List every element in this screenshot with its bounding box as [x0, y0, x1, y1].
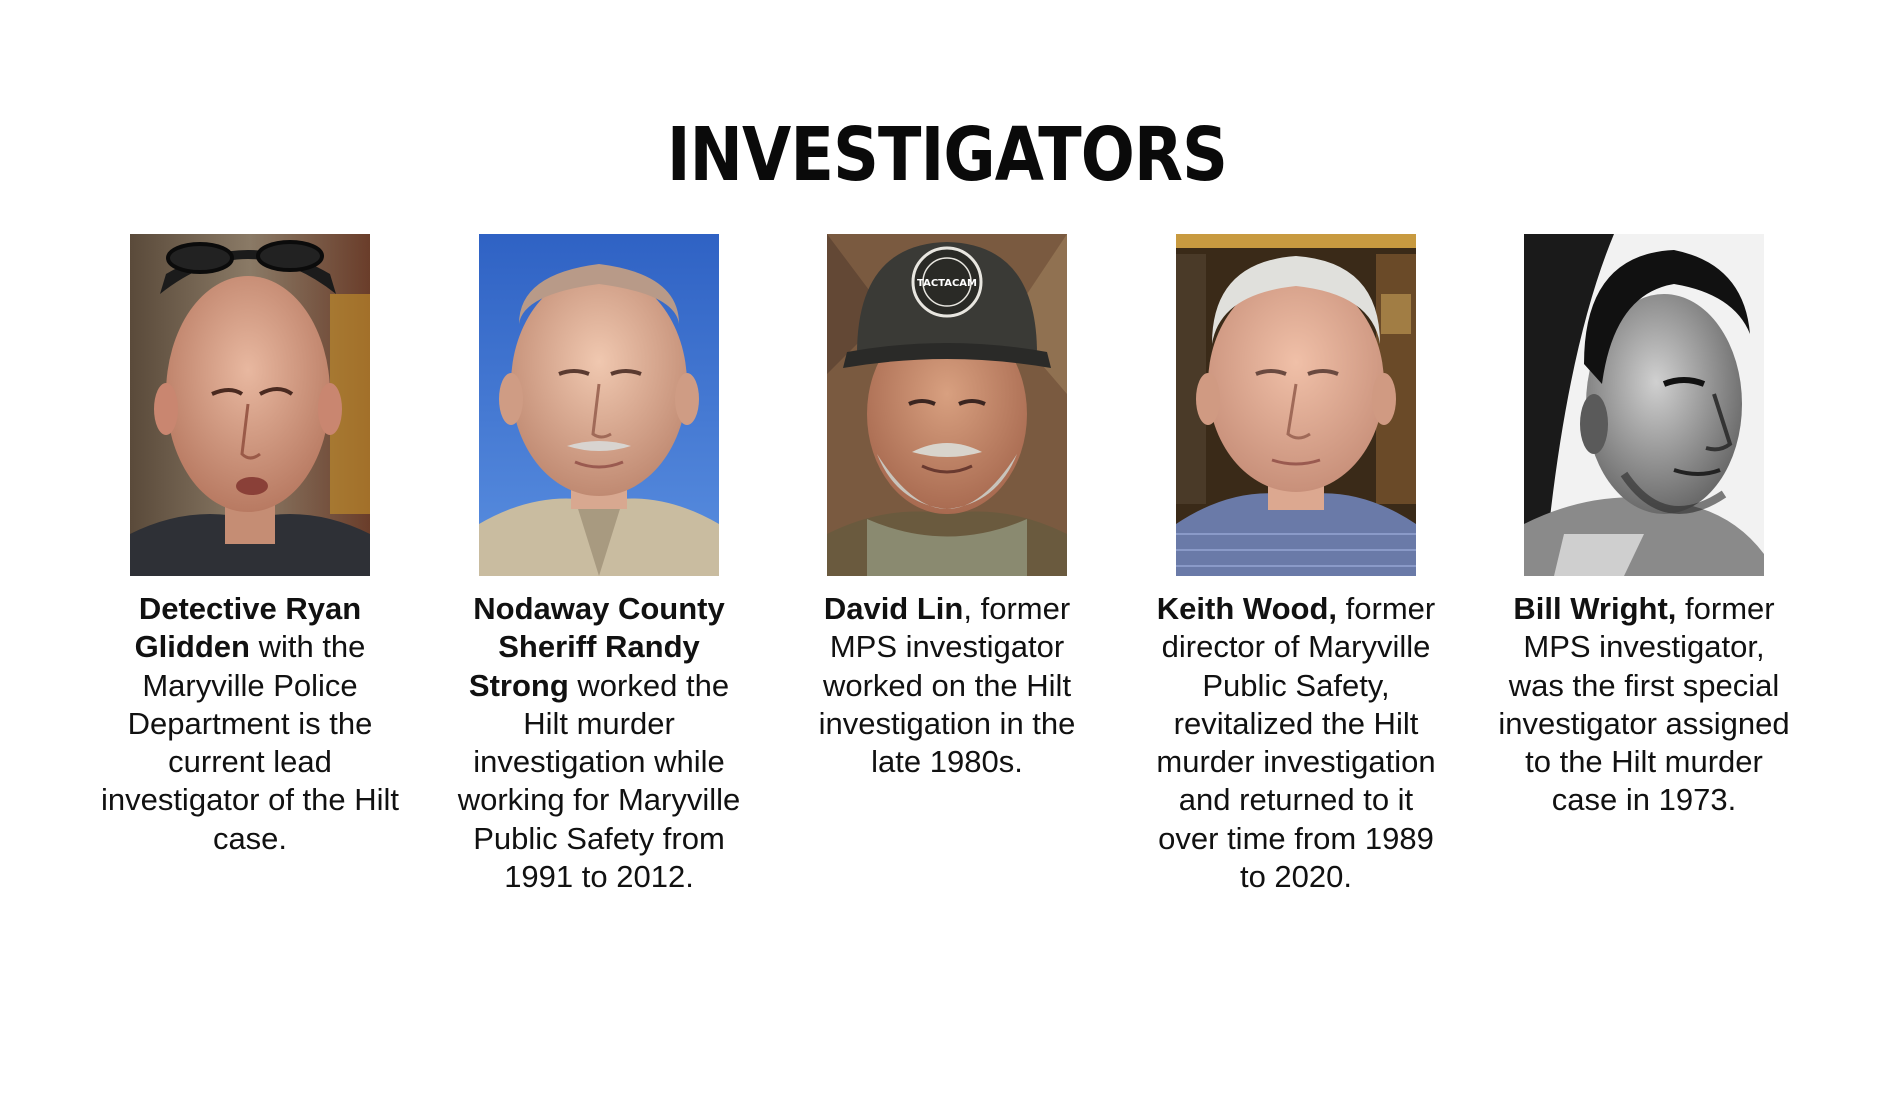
- investigator-caption: [1146, 590, 1446, 896]
- investigator-name: David Lin: [823, 591, 964, 626]
- investigator-name-suffix: ,: [963, 591, 972, 626]
- investigator-card-glidden: [100, 234, 400, 858]
- investigator-card-wood: [1146, 234, 1446, 896]
- investigator-name: Nodaway County Sheriff Randy Strong: [468, 591, 725, 703]
- portrait-photo-lin: [827, 234, 1067, 576]
- investigator-card-lin: [797, 234, 1097, 781]
- cap-logo-text: TACTACAM: [917, 278, 977, 289]
- portrait-photo-wood: [1176, 234, 1416, 576]
- portrait-photo-wright: [1524, 234, 1764, 576]
- investigator-card-wright: [1494, 234, 1794, 820]
- investigator-name: Detective Ryan Glidden: [134, 591, 362, 665]
- investigator-name: Keith Wood,: [1156, 591, 1338, 626]
- investigator-description: former MPS investigator worked on the Hilt investigation in the late 1980s.: [818, 591, 1076, 780]
- page-title: INVESTIGATORS: [666, 112, 1228, 198]
- investigator-description: worked the Hilt murder investigation while working for Maryville Public Safety from 1991 to 2012.: [457, 667, 741, 895]
- investigator-caption: [100, 590, 400, 858]
- investigator-name: Bill Wright,: [1513, 591, 1677, 626]
- investigator-description: with the Maryville Police Department is the current lead investigator of the Hilt case.: [100, 629, 400, 856]
- investigator-caption: [797, 590, 1097, 781]
- investigator-description: former MPS investigator, was the first special investigator assigned to the Hilt murder case in 1973.: [1498, 591, 1790, 818]
- investigator-caption: [449, 590, 749, 896]
- portrait-photo-glidden: [130, 234, 370, 576]
- investigator-caption: [1494, 590, 1794, 820]
- portrait-photo-strong: [479, 234, 719, 576]
- investigator-description: former director of Maryville Public Safety, revitalized the Hilt murder investigation and returned to it over time from 1989 to 2020.: [1156, 591, 1436, 895]
- investigator-card-strong: [449, 234, 749, 896]
